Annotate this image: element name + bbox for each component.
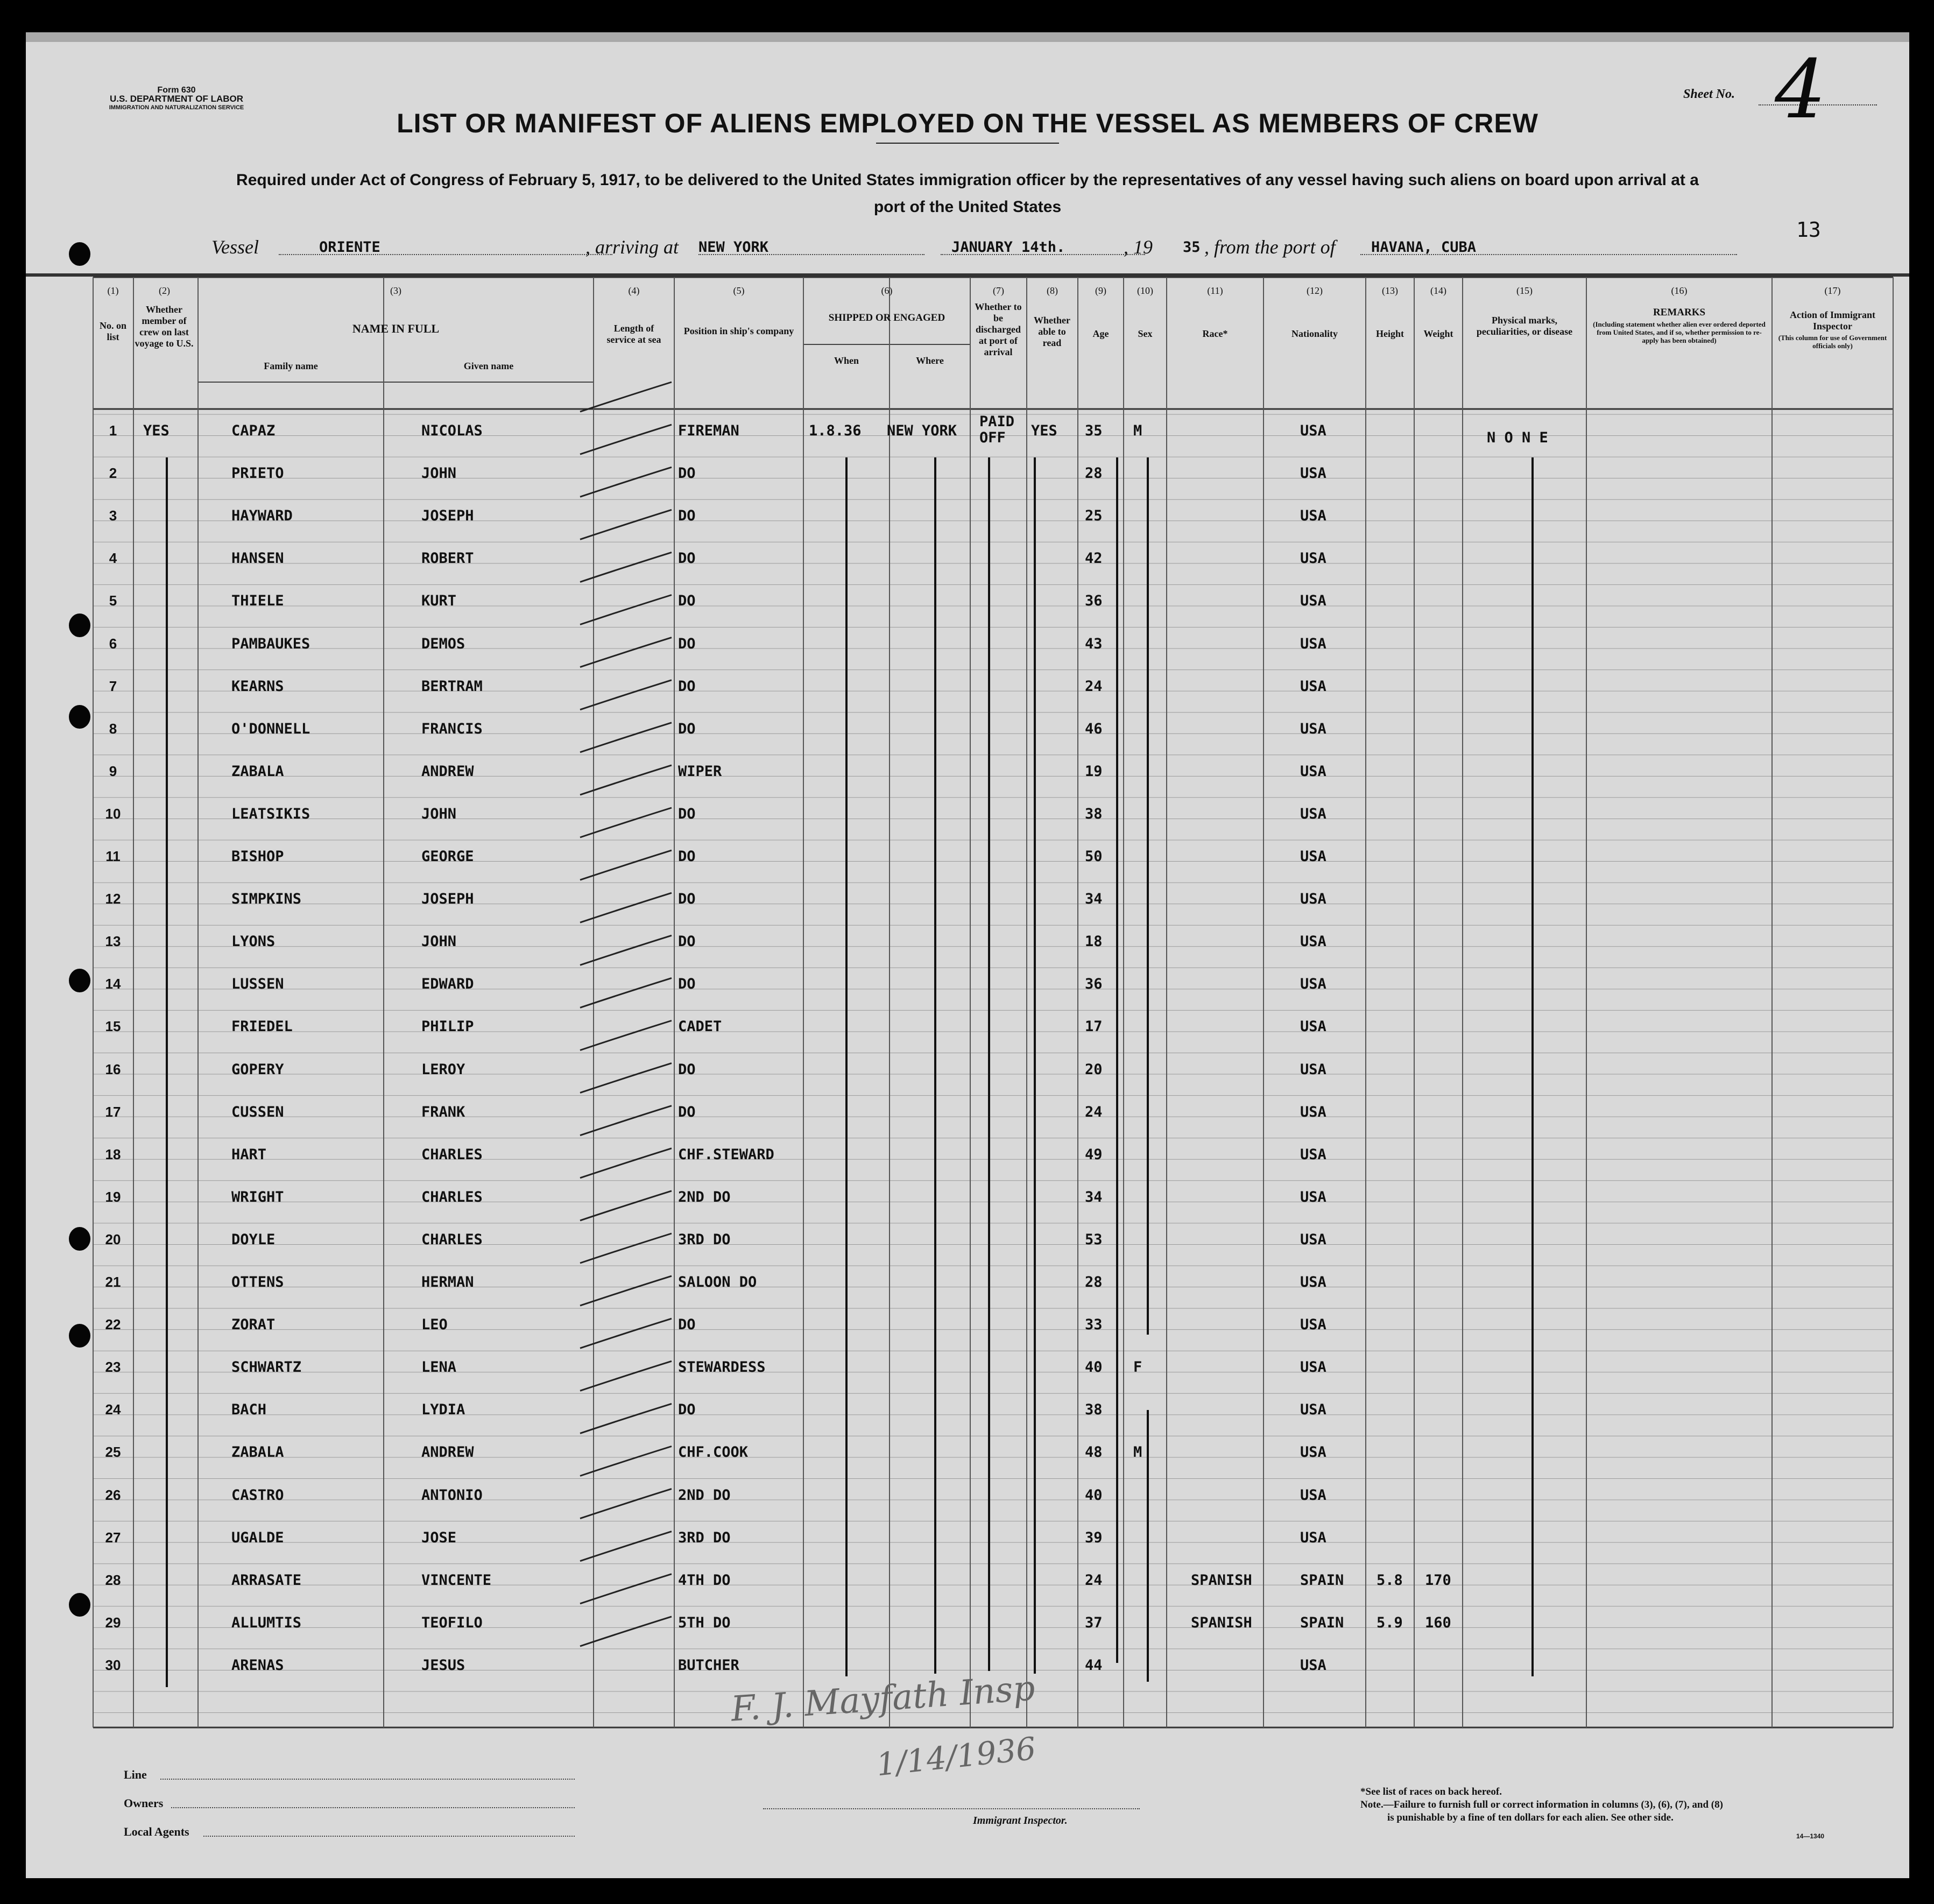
shipped-when: 1.8.36 bbox=[809, 422, 862, 439]
footer-owners-field bbox=[171, 1807, 575, 1808]
nationality: USA bbox=[1300, 635, 1326, 652]
age: 28 bbox=[1085, 1274, 1103, 1291]
sex: M bbox=[1133, 422, 1142, 439]
age: 40 bbox=[1085, 1359, 1103, 1376]
position: CHF.COOK bbox=[678, 1444, 749, 1461]
nationality: USA bbox=[1300, 1486, 1326, 1504]
penalty-note bbox=[1360, 1799, 1723, 1811]
given-name: GEORGE bbox=[421, 848, 474, 865]
given-name: JOHN bbox=[421, 933, 457, 950]
position: DO bbox=[678, 507, 696, 525]
family-name: OTTENS bbox=[231, 1274, 284, 1291]
col13-label: Height bbox=[1376, 328, 1404, 339]
nationality: USA bbox=[1300, 1274, 1326, 1291]
row-number: 15 bbox=[105, 1018, 121, 1035]
age: 42 bbox=[1085, 550, 1103, 567]
given-name: CHARLES bbox=[421, 1231, 483, 1248]
age: 48 bbox=[1085, 1444, 1103, 1461]
col5-label: Position in ship's company bbox=[683, 326, 794, 336]
row-number: 11 bbox=[105, 848, 121, 864]
family-name: SIMPKINS bbox=[231, 891, 302, 908]
given-name: ANTONIO bbox=[421, 1486, 483, 1504]
position: CADET bbox=[678, 1018, 722, 1035]
family-name: CASTRO bbox=[231, 1486, 284, 1504]
crew-last-voyage: YES bbox=[143, 422, 170, 439]
race: SPANISH bbox=[1191, 1571, 1252, 1589]
given-name: JOHN bbox=[421, 465, 457, 482]
page-title: LIST OR MANIFEST OF ALIENS EMPLOYED ON THE VESSEL AS MEMBERS OF CREW bbox=[397, 108, 1538, 138]
position: 4TH DO bbox=[678, 1571, 731, 1589]
row-number: 9 bbox=[109, 763, 117, 779]
col9-label: Age bbox=[1092, 328, 1109, 339]
nationality: USA bbox=[1300, 1061, 1326, 1078]
position: DO bbox=[678, 891, 696, 908]
footer-line-label: Line bbox=[124, 1768, 147, 1781]
footer-agents-label: Local Agents bbox=[124, 1825, 189, 1838]
weight: 170 bbox=[1425, 1571, 1451, 1589]
nationality: USA bbox=[1300, 1401, 1326, 1419]
age: 25 bbox=[1085, 507, 1103, 525]
given-name: FRANCIS bbox=[421, 720, 483, 737]
col15-number: (15) bbox=[1516, 285, 1533, 296]
row-number: 29 bbox=[105, 1614, 121, 1631]
age: 20 bbox=[1085, 1061, 1103, 1078]
position: 2ND DO bbox=[678, 1188, 731, 1205]
col17-number: (17) bbox=[1824, 285, 1841, 296]
age: 28 bbox=[1085, 465, 1103, 482]
age: 38 bbox=[1085, 805, 1103, 822]
family-name: SCHWARTZ bbox=[231, 1359, 302, 1376]
family-name: HART bbox=[231, 1146, 267, 1163]
nationality: USA bbox=[1300, 1018, 1326, 1035]
family-name: GOPERY bbox=[231, 1061, 284, 1078]
col6-where-label: Where bbox=[916, 355, 944, 366]
col3-family-label: Family name bbox=[264, 361, 318, 371]
age: 35 bbox=[1085, 422, 1103, 439]
row-number: 1 bbox=[109, 422, 117, 439]
row-number: 25 bbox=[105, 1444, 121, 1461]
row-number: 23 bbox=[105, 1359, 121, 1376]
given-name: JESUS bbox=[421, 1656, 465, 1674]
nationality: USA bbox=[1300, 848, 1326, 865]
position: CHF.STEWARD bbox=[678, 1146, 774, 1163]
age: 36 bbox=[1085, 976, 1103, 993]
col10-number: (10) bbox=[1137, 285, 1153, 296]
family-name: LUSSEN bbox=[231, 976, 284, 993]
manifest-sheet bbox=[26, 32, 1909, 1878]
col14-label: Weight bbox=[1423, 328, 1453, 339]
col12-label: Nationality bbox=[1291, 328, 1338, 339]
row-number: 17 bbox=[105, 1103, 121, 1120]
age: 43 bbox=[1085, 635, 1103, 652]
col1-label: No. on list bbox=[99, 320, 126, 342]
arriving-label: , arriving at bbox=[585, 236, 679, 258]
arrival-year: 35 bbox=[1183, 239, 1201, 256]
footer-agents-field bbox=[203, 1836, 575, 1837]
given-name: NICOLAS bbox=[421, 422, 483, 439]
col6-label: SHIPPED OR ENGAGED bbox=[828, 312, 945, 323]
given-name: VINCENTE bbox=[421, 1571, 492, 1589]
sheet-number-label: Sheet No. bbox=[1683, 87, 1735, 101]
subtitle-line-1: Required under Act of Congress of February 5, 1917, to be delivered to the United States immigration officer by the representatives of any vessel having such aliens on board upon arrival at a bbox=[236, 171, 1699, 189]
penalty-note-2: is punishable by a fine of ten dollars for each alien. See other side. bbox=[1387, 1812, 1674, 1823]
given-name: ANDREW bbox=[421, 763, 474, 780]
position: SALOON DO bbox=[678, 1274, 757, 1291]
age: 44 bbox=[1085, 1656, 1103, 1674]
arrival-date: JANUARY 14th. bbox=[951, 239, 1065, 256]
row-number: 28 bbox=[105, 1571, 121, 1588]
position: DO bbox=[678, 593, 696, 610]
shipped-where: NEW YORK bbox=[887, 422, 957, 439]
col7-label: Whether to be discharged at port of arrival bbox=[975, 301, 1022, 357]
family-name: HAYWARD bbox=[231, 507, 293, 525]
row-number: 21 bbox=[105, 1274, 121, 1290]
given-name: KURT bbox=[421, 593, 457, 610]
signature-date: 1/14/1936 bbox=[874, 1730, 1038, 1783]
vessel-label: Vessel bbox=[211, 236, 259, 258]
height: 5.8 bbox=[1377, 1571, 1403, 1589]
given-name: TEOFILO bbox=[421, 1614, 483, 1631]
family-name: ZABALA bbox=[231, 1444, 284, 1461]
nationality: USA bbox=[1300, 933, 1326, 950]
family-name: PRIETO bbox=[231, 465, 284, 482]
age: 24 bbox=[1085, 1103, 1103, 1120]
vessel-name: ORIENTE bbox=[319, 239, 380, 256]
given-name: CHARLES bbox=[421, 1146, 483, 1163]
age: 37 bbox=[1085, 1614, 1103, 1631]
nationality: USA bbox=[1300, 1316, 1326, 1334]
family-name: LYONS bbox=[231, 933, 276, 950]
row-number: 18 bbox=[105, 1146, 121, 1162]
age: 33 bbox=[1085, 1316, 1103, 1334]
age: 19 bbox=[1085, 763, 1103, 780]
row-number: 22 bbox=[105, 1316, 121, 1333]
nationality: SPAIN bbox=[1300, 1571, 1344, 1589]
position: DO bbox=[678, 976, 696, 993]
remarks-none: N O N E bbox=[1487, 429, 1548, 446]
given-name: HERMAN bbox=[421, 1274, 474, 1291]
col10-label: Sex bbox=[1138, 328, 1153, 339]
col17-sub: (This column for use of Government officials only) bbox=[1778, 334, 1887, 350]
position: BUTCHER bbox=[678, 1656, 739, 1674]
age: 24 bbox=[1085, 1571, 1103, 1589]
family-name: UGALDE bbox=[231, 1529, 284, 1546]
footer-owners-label: Owners bbox=[124, 1796, 164, 1810]
position: DO bbox=[678, 848, 696, 865]
given-name: BERTRAM bbox=[421, 678, 483, 695]
inspector-line bbox=[763, 1808, 1140, 1809]
row-number: 16 bbox=[105, 1061, 121, 1077]
given-name: JOSEPH bbox=[421, 507, 474, 525]
age: 46 bbox=[1085, 720, 1103, 737]
row-number: 26 bbox=[105, 1486, 121, 1503]
given-name: ANDREW bbox=[421, 1444, 474, 1461]
age: 34 bbox=[1085, 891, 1103, 908]
row-number: 27 bbox=[105, 1529, 121, 1546]
family-name: PAMBAUKES bbox=[231, 635, 310, 652]
paid-text: PAID bbox=[979, 413, 1015, 430]
age: 39 bbox=[1085, 1529, 1103, 1546]
nationality: USA bbox=[1300, 976, 1326, 993]
races-note: *See list of races on back hereof. bbox=[1360, 1786, 1502, 1797]
col3-given-label: Given name bbox=[463, 361, 514, 371]
department-name: U.S. DEPARTMENT OF LABOR bbox=[109, 94, 244, 104]
inspector-signature: F. J. Mayfath Insp bbox=[730, 1668, 1036, 1730]
note-text: —Failure to furnish full or correct information in columns (3), (6), (7), and (8) bbox=[1383, 1799, 1723, 1810]
family-name: FRIEDEL bbox=[231, 1018, 293, 1035]
weight: 160 bbox=[1425, 1614, 1451, 1631]
row-number: 5 bbox=[109, 593, 117, 609]
age: 36 bbox=[1085, 593, 1103, 610]
col16-sub: (Including statement whether alien ever ordered deported from United States, and if so, whether permission to re-apply has been obtained) bbox=[1593, 320, 1766, 344]
nationality: USA bbox=[1300, 891, 1326, 908]
position: DO bbox=[678, 720, 696, 737]
nationality: SPAIN bbox=[1300, 1614, 1344, 1631]
age: 24 bbox=[1085, 678, 1103, 695]
nationality: USA bbox=[1300, 507, 1326, 525]
family-name: LEATSIKIS bbox=[231, 805, 310, 822]
row-number: 7 bbox=[109, 678, 117, 694]
position: DO bbox=[678, 1103, 696, 1120]
sex: M bbox=[1133, 1444, 1142, 1461]
note-label: Note. bbox=[1360, 1799, 1384, 1810]
family-name: DOYLE bbox=[231, 1231, 276, 1248]
row-number: 13 bbox=[105, 933, 121, 950]
given-name: LEROY bbox=[421, 1061, 465, 1078]
arrival-port: NEW YORK bbox=[698, 239, 769, 256]
departure-port: HAVANA, CUBA bbox=[1371, 239, 1477, 256]
nationality: USA bbox=[1300, 1444, 1326, 1461]
given-name: ROBERT bbox=[421, 550, 474, 567]
year-prefix: , 19 bbox=[1124, 236, 1153, 258]
position: 5TH DO bbox=[678, 1614, 731, 1631]
print-code: 14—1340 bbox=[1796, 1832, 1825, 1840]
position: DO bbox=[678, 805, 696, 822]
given-name: JOSE bbox=[421, 1529, 457, 1546]
family-name: CUSSEN bbox=[231, 1103, 284, 1120]
row-number: 24 bbox=[105, 1401, 121, 1418]
position: 3RD DO bbox=[678, 1231, 731, 1248]
row-number: 12 bbox=[105, 891, 121, 907]
from-label: , from the port of bbox=[1204, 236, 1336, 258]
nationality: USA bbox=[1300, 1146, 1326, 1163]
row-number: 2 bbox=[109, 465, 117, 482]
row-number: 6 bbox=[109, 635, 117, 652]
given-name: PHILIP bbox=[421, 1018, 474, 1035]
col3-number: (3) bbox=[390, 285, 401, 296]
nationality: USA bbox=[1300, 720, 1326, 737]
row-number: 4 bbox=[109, 550, 117, 567]
col14-number: (14) bbox=[1430, 285, 1446, 296]
position: FIREMAN bbox=[678, 422, 739, 439]
given-name: JOHN bbox=[421, 805, 457, 822]
col9-number: (9) bbox=[1095, 285, 1106, 296]
position: STEWARDESS bbox=[678, 1359, 766, 1376]
col11-number: (11) bbox=[1207, 285, 1223, 296]
given-name: JOSEPH bbox=[421, 891, 474, 908]
col4-number: (4) bbox=[628, 285, 640, 296]
col4-label: Length of service at sea bbox=[606, 323, 661, 345]
family-name: ALLUMTIS bbox=[231, 1614, 302, 1631]
subtitle-line-2: port of the United States bbox=[873, 198, 1062, 216]
position: WIPER bbox=[678, 763, 722, 780]
age: 17 bbox=[1085, 1018, 1103, 1035]
position: DO bbox=[678, 933, 696, 950]
form-number: Form 630 bbox=[157, 86, 196, 95]
age: 50 bbox=[1085, 848, 1103, 865]
col15-label: Physical marks, peculiarities, or disease bbox=[1476, 315, 1573, 337]
position: DO bbox=[678, 1061, 696, 1078]
row-number: 10 bbox=[105, 805, 121, 822]
family-name: ZORAT bbox=[231, 1316, 276, 1334]
age: 40 bbox=[1085, 1486, 1103, 1504]
col13-number: (13) bbox=[1382, 285, 1398, 296]
sex: F bbox=[1133, 1359, 1142, 1376]
age: 49 bbox=[1085, 1146, 1103, 1163]
nationality: USA bbox=[1300, 1529, 1326, 1546]
position: 2ND DO bbox=[678, 1486, 731, 1504]
race: SPANISH bbox=[1191, 1614, 1252, 1631]
row-number: 14 bbox=[105, 976, 121, 992]
col1-number: (1) bbox=[107, 285, 119, 296]
col17-label: Action of Immigrant Inspector bbox=[1790, 309, 1875, 332]
nationality: USA bbox=[1300, 1656, 1326, 1674]
family-name: BACH bbox=[231, 1401, 267, 1419]
col11-label: Race* bbox=[1202, 328, 1228, 339]
col6-when-label: When bbox=[834, 355, 859, 366]
given-name: LENA bbox=[421, 1359, 457, 1376]
family-name: HANSEN bbox=[231, 550, 284, 567]
col12-number: (12) bbox=[1307, 285, 1323, 296]
family-name: BISHOP bbox=[231, 848, 284, 865]
corner-number: 13 bbox=[1796, 218, 1821, 242]
family-name: CAPAZ bbox=[231, 422, 276, 439]
position: DO bbox=[678, 678, 696, 695]
position: DO bbox=[678, 550, 696, 567]
given-name: FRANK bbox=[421, 1103, 465, 1120]
position: DO bbox=[678, 1401, 696, 1419]
col8-label: Whether able to read bbox=[1034, 315, 1070, 348]
position: DO bbox=[678, 465, 696, 482]
position: 3RD DO bbox=[678, 1529, 731, 1546]
family-name: O'DONNELL bbox=[231, 720, 310, 737]
footer-line-field bbox=[160, 1779, 575, 1780]
sheet-number: 4 bbox=[1775, 43, 1826, 137]
nationality: USA bbox=[1300, 550, 1326, 567]
age: 18 bbox=[1085, 933, 1103, 950]
given-name: LEO bbox=[421, 1316, 448, 1334]
off-text: OFF bbox=[979, 429, 1006, 446]
age: 38 bbox=[1085, 1401, 1103, 1419]
col16-label: REMARKS bbox=[1653, 307, 1706, 318]
col2-label: Whether member of crew on last voyage to U.S. bbox=[135, 304, 194, 349]
row-number: 30 bbox=[105, 1656, 121, 1673]
row-number: 19 bbox=[105, 1188, 121, 1205]
col6-number: (6) bbox=[881, 285, 893, 296]
col8-number: (8) bbox=[1047, 285, 1058, 296]
nationality: USA bbox=[1300, 593, 1326, 610]
col3-label: NAME IN FULL bbox=[352, 322, 440, 335]
inspector-label: Immigrant Inspector. bbox=[973, 1815, 1068, 1827]
given-name: DEMOS bbox=[421, 635, 465, 652]
service-name: IMMIGRATION AND NATURALIZATION SERVICE bbox=[109, 104, 244, 111]
nationality: USA bbox=[1300, 1359, 1326, 1376]
nationality: USA bbox=[1300, 465, 1326, 482]
row-number: 8 bbox=[109, 720, 117, 737]
position: DO bbox=[678, 635, 696, 652]
given-name: EDWARD bbox=[421, 976, 474, 993]
given-name: CHARLES bbox=[421, 1188, 483, 1205]
nationality: USA bbox=[1300, 678, 1326, 695]
position: DO bbox=[678, 1316, 696, 1334]
family-name: ARENAS bbox=[231, 1656, 284, 1674]
able-to-read: YES bbox=[1031, 422, 1057, 439]
row-number: 3 bbox=[109, 507, 117, 524]
col5-number: (5) bbox=[733, 285, 745, 296]
given-name: LYDIA bbox=[421, 1401, 465, 1419]
family-name: ARRASATE bbox=[231, 1571, 302, 1589]
row-number: 20 bbox=[105, 1231, 121, 1247]
col7-number: (7) bbox=[993, 285, 1004, 296]
nationality: USA bbox=[1300, 805, 1326, 822]
nationality: USA bbox=[1300, 763, 1326, 780]
family-name: WRIGHT bbox=[231, 1188, 284, 1205]
family-name: ZABALA bbox=[231, 763, 284, 780]
height: 5.9 bbox=[1377, 1614, 1403, 1631]
nationality: USA bbox=[1300, 422, 1326, 439]
col16-number: (16) bbox=[1671, 285, 1688, 296]
age: 34 bbox=[1085, 1188, 1103, 1205]
family-name: THIELE bbox=[231, 593, 284, 610]
nationality: USA bbox=[1300, 1103, 1326, 1120]
nationality: USA bbox=[1300, 1188, 1326, 1205]
nationality: USA bbox=[1300, 1231, 1326, 1248]
col2-number: (2) bbox=[159, 285, 170, 296]
family-name: KEARNS bbox=[231, 678, 284, 695]
age: 53 bbox=[1085, 1231, 1103, 1248]
